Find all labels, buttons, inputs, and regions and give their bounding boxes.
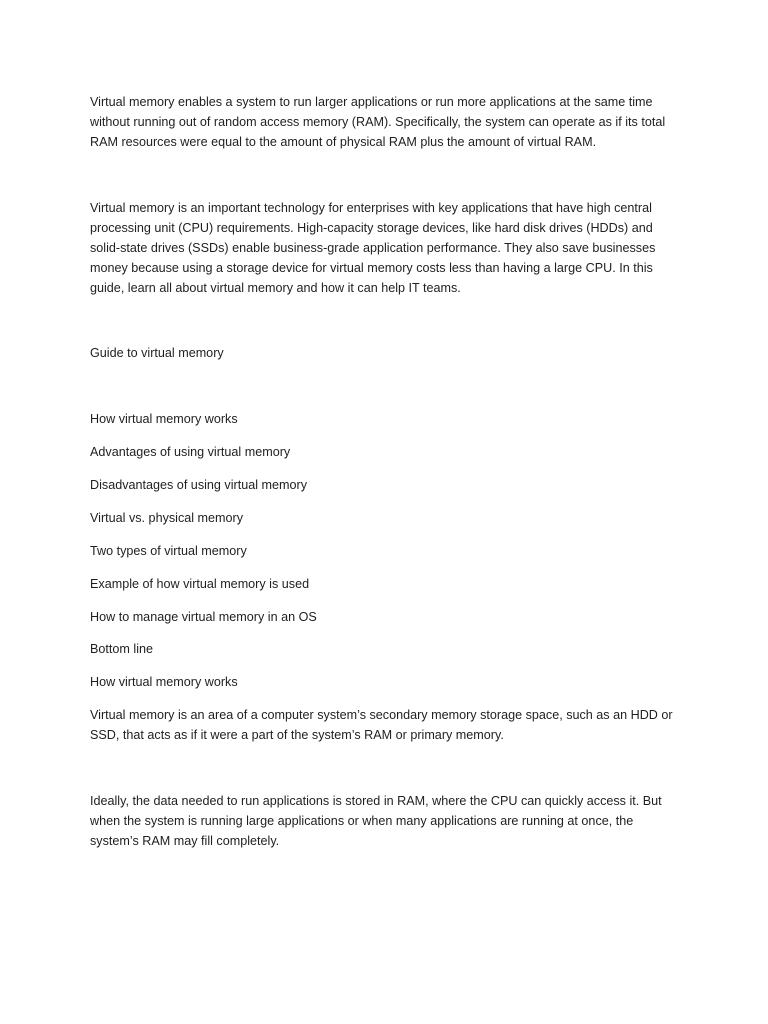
paragraph-line: processing unit (CPU) requirements. High-capacity storage devices, like hard disk drives (HDDs) and [90,221,653,235]
paragraph-line: Virtual memory enables a system to run larger applications or run more applications at the same time [90,95,653,109]
paragraph-line: SSD, that acts as if it were a part of the system’s RAM or primary memory. [90,728,504,742]
toc-item-1 [90,409,690,429]
toc-item-text: How virtual memory works [90,412,238,426]
toc-item-2 [90,442,690,462]
intro-paragraph-2 [90,198,690,298]
paragraph-line: Virtual memory is an important technology for enterprises with key applications that have high central [90,201,652,215]
section-paragraph-2 [90,791,690,851]
guide-heading [90,343,690,363]
paragraph-line: guide, learn all about virtual memory and how it can help IT teams. [90,281,461,295]
section-heading-text: How virtual memory works [90,675,238,689]
toc-item-4 [90,508,690,528]
toc-item-text: Two types of virtual memory [90,544,247,558]
toc-item-text: Bottom line [90,642,153,656]
toc-item-5 [90,541,690,561]
toc-item-text: Example of how virtual memory is used [90,577,310,591]
toc-item-text: Virtual vs. physical memory [90,511,244,525]
toc-item-6 [90,574,690,594]
paragraph-line: without running out of random access memory (RAM). Specifically, the system can operate as if its total [90,115,666,129]
paragraph-line: system’s RAM may fill completely. [90,834,280,848]
section-paragraph-1 [90,705,690,745]
section-heading [90,672,690,692]
toc-item-text: Advantages of using virtual memory [90,445,291,459]
toc-item-text: Disadvantages of using virtual memory [90,478,307,492]
paragraph-line: when the system is running large applications or when many applications are running at once, the [90,814,634,828]
paragraph-line: Virtual memory is an area of a computer system’s secondary memory storage space, such as an HDD or [90,708,673,722]
toc-item-3 [90,475,690,495]
paragraph-line: solid-state drives (SSDs) enable business-grade application performance. They also save businesses [90,241,656,255]
paragraph-line: money because using a storage device for virtual memory costs less than having a large CPU. In this [90,261,653,275]
toc-item-7 [90,607,690,627]
guide-heading-text: Guide to virtual memory [90,346,224,360]
intro-paragraph-1 [90,92,690,152]
toc-item-text: How to manage virtual memory in an OS [90,610,317,624]
paragraph-line: RAM resources were equal to the amount of physical RAM plus the amount of virtual RAM. [90,135,597,149]
toc-item-8 [90,639,690,659]
paragraph-line: Ideally, the data needed to run applications is stored in RAM, where the CPU can quickly access it. But [90,794,662,808]
